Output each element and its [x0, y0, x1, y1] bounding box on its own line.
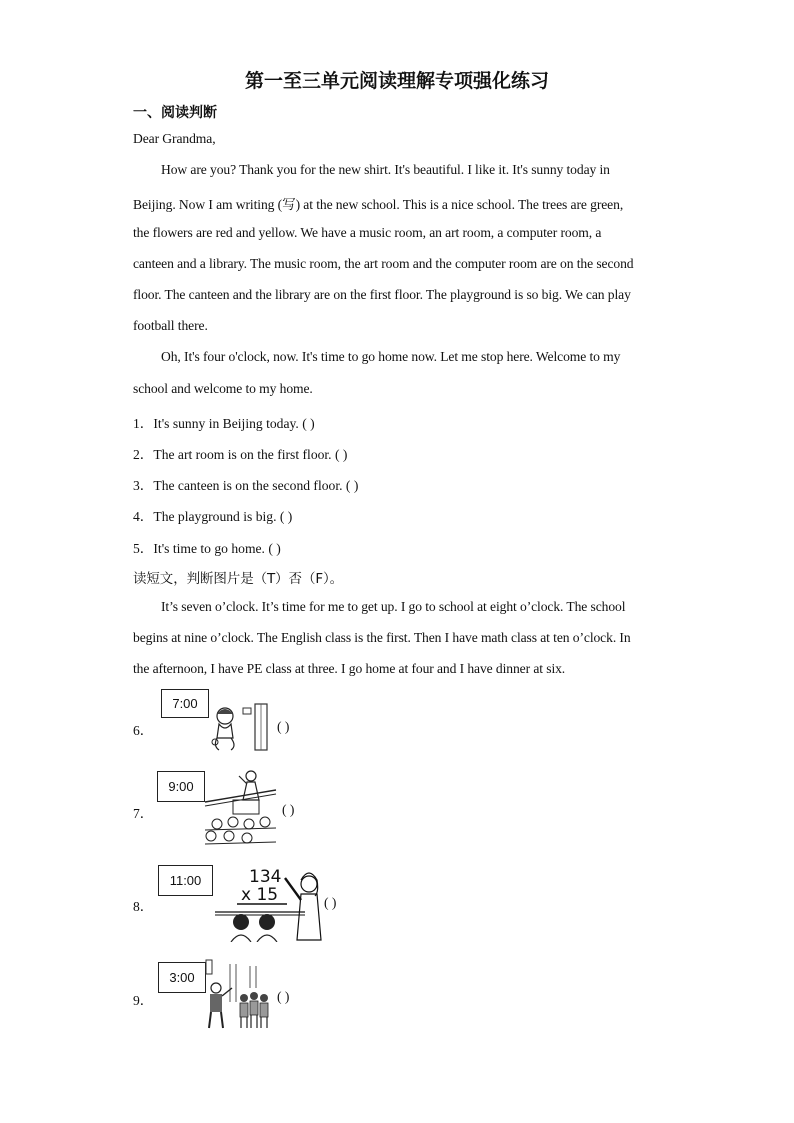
answer-blank[interactable]: ( )	[324, 895, 337, 910]
time-box: 7:00	[161, 689, 209, 718]
letter-line: floor. The canteen and the library are on the first floor. The playground is so big. We can play	[133, 287, 631, 302]
answer-blank[interactable]: ( )	[277, 719, 290, 734]
letter-line: canteen and a library. The music room, the art room and the computer room are on the second	[133, 256, 634, 271]
math-class-icon	[215, 862, 325, 942]
picture-item-number: 9．	[133, 993, 154, 1008]
answer-blank[interactable]: ( )	[277, 989, 290, 1004]
boy-waking-up-icon	[205, 702, 275, 752]
time-box: 11:00	[158, 865, 213, 896]
letter-line: football there.	[133, 318, 208, 333]
passage-line: the afternoon, I have PE class at three. I go home at four and I have dinner at six.	[133, 661, 566, 676]
classroom-teacher-icon	[203, 770, 278, 845]
passage-line: begins at nine o’clock. The English class is the first. Then I have math class at ten o’clock. In	[133, 630, 631, 645]
passage-line: It’s seven o’clock. It’s time for me to get up. I go to school at eight o’clock. The school	[161, 599, 626, 614]
picture-item-number: 7．	[133, 806, 154, 821]
question-item[interactable]: 1．It's sunny in Beijing today. ( )	[133, 416, 315, 431]
question-item[interactable]: 4．The playground is big. ( )	[133, 509, 293, 524]
letter-line: Beijing. Now I am writing (写) at the new school. This is a nice school. The trees are green,	[133, 197, 624, 212]
letter-line: school and welcome to my home.	[133, 381, 313, 396]
board-text: x 15	[241, 885, 279, 905]
picture-item-number: 6．	[133, 723, 154, 738]
letter-line: Oh, It's four o'clock, now. It's time to go home now. Let me stop here. Welcome to my	[161, 349, 621, 364]
section-instruction: 读短文，判断图片是（T）否（F）。	[133, 571, 344, 587]
board-text: 134	[249, 867, 282, 887]
letter-line: the flowers are red and yellow. We have a music room, an art room, a computer room, a	[133, 225, 602, 240]
question-item[interactable]: 3．The canteen is on the second floor. ( )	[133, 478, 359, 493]
letter-line: How are you? Thank you for the new shirt. It's beautiful. I like it. It's sunny today in	[161, 162, 610, 177]
time-box: 3:00	[158, 962, 206, 993]
letter-greeting: Dear Grandma,	[133, 131, 216, 146]
section-heading: 一、阅读判断	[133, 105, 217, 121]
pe-class-icon	[204, 958, 279, 1030]
question-item[interactable]: 5．It's time to go home. ( )	[133, 541, 281, 556]
answer-blank[interactable]: ( )	[282, 802, 295, 817]
page-title: 第一至三单元阅读理解专项强化练习	[244, 70, 549, 92]
time-box: 9:00	[157, 771, 205, 802]
picture-item-number: 8．	[133, 899, 154, 914]
question-item[interactable]: 2．The art room is on the first floor. ( )	[133, 447, 348, 462]
